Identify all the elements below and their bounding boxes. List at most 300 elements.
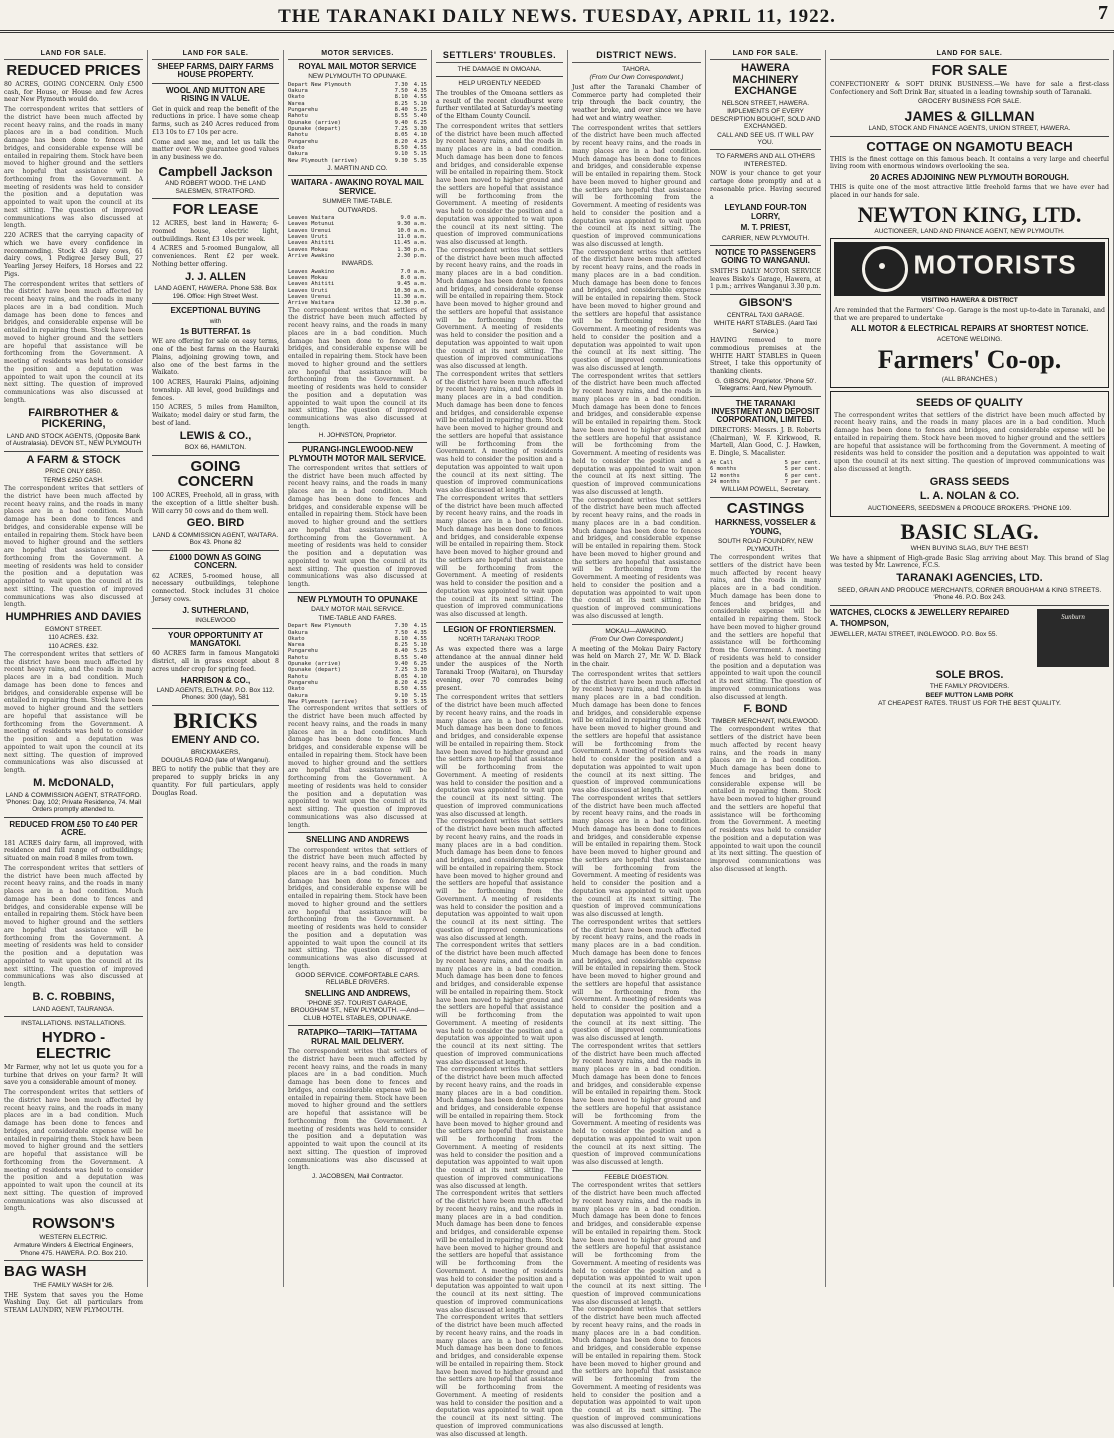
- ad-heading: SHEEP FARMS, DAIRY FARMS HOUSE PROPERTY.: [157, 62, 274, 80]
- timetable: [288, 215, 427, 259]
- timetable-cell: 8.05: [394, 673, 408, 680]
- ad-text: 80 ACRES, GOING CONCERN. Only £500 cash, for House, or House and few Acres near New Plymouth would do.: [4, 80, 143, 104]
- article-text: The correspondent writes that settlers of the district have been much affected by recent heavy rains, and the roads in many places are in a bad condition. Much damage has been done to fences and bridges, and considerable expense will be entailed in repairing them. Stock have been moved to higher ground and the settlers are hopeful that assistance will be forthcoming from the Government. A meeting of residents was held to consider the position and a deputation was appointed to wait upon the council at its next sitting. The question of improved communications was also discussed at length.: [288, 705, 427, 829]
- agent-name: HAWERA MACHINERY EXCHANGE: [732, 62, 799, 98]
- timetable-cell: 2.30 p.m.: [397, 252, 427, 259]
- timetable-cell: Leaves Uruti: [288, 287, 328, 294]
- ad-heading: ALL MOTOR & ELECTRICAL REPAIRS AT SHORTEST NOTICE.: [850, 324, 1089, 334]
- agent-name: Campbell Jackson: [158, 163, 273, 179]
- agent-name: SOLE BROS.: [935, 668, 1004, 681]
- article-text: The correspondent writes that settlers of the district have been much affected by recent heavy rains, and the roads in many places are in a bad condition. Much damage has been done to fences and bridges, and considerable expense will be entailed in repairing them. Stock have been moved to higher ground and the settlers are hopeful that assistance will be forthcoming from the Government. A meeting of residents was held to consider the position and a deputation was appointed to wait upon the council at its next sitting. The question of improved communications was also discussed at length.: [572, 372, 701, 496]
- terms-text: TERMS £250 CASH.: [43, 476, 104, 484]
- rates-table: [710, 460, 821, 485]
- ad-heading: 1s BUTTERFAT. 1s: [180, 326, 251, 336]
- article-text: The correspondent writes that settlers of the district have been much affected by recent heavy rains, and the roads in many places are in a bad condition. Much damage has been done to fences and bridges, and considerable expense will be entailed in repairing them. Stock have been moved to higher ground and the settlers are hopeful that assistance will be forthcoming from the Government. A meeting of residents was held to consider the position and a deputation was appointed to wait upon the council at its next sitting. The question of improved communications was also discussed at length.: [436, 246, 563, 371]
- timetable-cell: 6 per cent.: [784, 472, 821, 479]
- timetable-cell: 5.25: [413, 648, 427, 655]
- timetable-cell: Oakura: [288, 151, 308, 158]
- service-heading: WAITARA - AWAKINO ROYAL MAIL SERVICE.: [291, 178, 424, 196]
- timetable-cell: Oakura: [288, 88, 308, 95]
- timetable-cell: Pungarehu: [288, 680, 318, 687]
- ad-subheading: WHEN BUYING SLAG, BUY THE BEST!: [910, 545, 1029, 553]
- column-6: [706, 50, 826, 1287]
- agent-name: FAIRBROTHER & PICKERING,: [28, 406, 119, 431]
- agent-name: LEWIS & CO.,: [179, 429, 252, 442]
- agent-name: F. BOND: [743, 703, 788, 716]
- article-text: The correspondent writes that settlers of the district have been much affected by recent heavy rains, and the roads in many places are in a bad condition. Much damage has been done to fences and bridges, and considerable expense will be entailed in repairing them. Stock have been moved to higher ground and the settlers are hopeful that assistance will be forthcoming from the Government. A meeting of residents was held to consider the position and a deputation was appointed to wait upon the council at its next sitting. The question of improved communications was also discussed at length.: [436, 370, 563, 495]
- article-text: The correspondent writes that settlers of the district have been much affected by recent heavy rains, and the roads in many places are in a bad condition. Much damage has been done to fences and bridges, and considerable expense will be entailed in repairing them. Stock have been moved to higher ground and the settlers are hopeful that assistance will be forthcoming from the Government. A meeting of residents was held to consider the position and a deputation was appointed to wait upon the council at its next sitting. The question of improved communications was also discussed at length.: [4, 1089, 143, 1213]
- timetable-cell: Opunake (depart): [288, 126, 341, 133]
- column-4: [432, 50, 568, 1438]
- article-text: The correspondent writes that settlers of the district have been much affected by recent heavy rains, and the roads in many places are in a bad condition. Much damage has been done to fences and bridges, and considerable expense will be entailed in repairing them. Stock have been moved to higher ground and the settlers are hopeful that assistance will be forthcoming from the Government. A meeting of residents was held to consider the position and a deputation was appointed to wait upon the council at its next sitting. The question of improved communications was also discussed at length.: [4, 650, 143, 775]
- timetable-cell: 4.55: [413, 686, 427, 693]
- article-heading: LEGION OF FRONTIERSMEN.: [443, 624, 556, 634]
- newspaper-title: THE TARANAKI DAILY NEWS. TUESDAY, APRIL 11, 1922.: [278, 6, 836, 27]
- agent-name: JAMES & GILLMAN: [904, 107, 1035, 124]
- ad-text: BEG to notify the public that they are prepared to supply bricks in any quantity. For full particulars, apply Douglas Road.: [152, 766, 279, 797]
- timetable-cell: 8.05: [394, 132, 408, 139]
- article-text: The correspondent writes that settlers of the district have been much affected by recent heavy rains, and the roads in many places are in a bad condition. Much damage has been done to fences and bridges, and considerable expense will be entailed in repairing them. Stock have been moved to higher ground and the settlers are hopeful that assistance will be forthcoming from the Government. A meeting of residents was held to consider the position and a deputation was appointed to wait upon the council at its next sitting. The question of improved communications was also discussed at length.: [572, 794, 701, 919]
- article-lead: As was expected there was a large attendance at the annual dinner held under the auspices of the North Taranaki Troop (Waitara), on Thursday evening, over 70 comrades being present.: [436, 645, 563, 692]
- article-subheading: TAHORA.: [622, 66, 651, 73]
- timetable-cell: 7.0 a.m.: [400, 268, 427, 275]
- timetable-cell: Depart New Plymouth: [288, 623, 351, 630]
- timetable-cell: Leaves Awakino: [288, 268, 335, 275]
- timetable-cell: 8.50: [394, 144, 408, 151]
- article-text: The correspondent writes that settlers of the district have been much affected by recent heavy rains, and the roads in many places are in a bad condition. Much damage has been done to fences and bridges, and considerable expense will be entailed in repairing them. Stock have been moved to higher ground and the settlers are hopeful that assistance will be forthcoming from the Government. A meeting of residents was held to consider the position and a deputation was appointed to wait upon the council at its next sitting. The question of improved communications was also discussed at length.: [4, 485, 143, 609]
- timetable-cell: 11.45 a.m.: [393, 240, 427, 247]
- ad-heading: THE TARANAKI INVESTMENT AND DEPOSIT CORPORATION, LIMITED.: [711, 398, 820, 425]
- article-text: The correspondent writes that settlers of the district have been much affected by recent heavy rains, and the roads in many places are in a bad condition. Much damage has been done to fences and bridges, and considerable expense will be entailed in repairing them. Stock have been moved to higher ground and the settlers are hopeful that assistance will be forthcoming from the Government. A meeting of residents was held to consider the position and a deputation was appointed to wait upon the council at its next sitting. The question of improved communications was also discussed at length.: [288, 846, 427, 970]
- timetable-cell: 8.50: [394, 686, 408, 693]
- timetable-cell: 4.25: [413, 138, 427, 145]
- masthead: [0, 0, 1114, 30]
- ad-text: THIS is the finest cottage on this famous beach. It contains a very large and cheerful living room with enormous windows overlooking the sea.: [830, 155, 1109, 171]
- timetable-cell: Arrive Awakino: [288, 252, 335, 259]
- timetable-cell: 6 months: [710, 466, 737, 473]
- article-text: The correspondent writes that settlers of the district have been much affected by recent heavy rains, and the roads in many places are in a bad condition. Much damage has been done to fences and bridges, and considerable expense will be entailed in repairing them. Stock have been moved to higher ground and the settlers are hopeful that assistance will be forthcoming from the Government. A meeting of residents was held to consider the position and a deputation was appointed to wait upon the council at its next sitting. The question of improved communications was also discussed at length.: [572, 918, 701, 1043]
- article-lead: Just after the Taranaki Chamber of Commerce party had completed their trip through the back country, the weather broke, and over since we have had wet and wintry weather.: [572, 83, 701, 122]
- timetable: [288, 82, 427, 164]
- agent-name: HARKNESS, VOSSELER & YOUNG,: [715, 518, 816, 536]
- timetable-cell: 4.35: [413, 88, 427, 95]
- article-text: The correspondent writes that settlers of the district have been much affected by recent heavy rains, and the roads in many places are in a bad condition. Much damage has been done to fences and bridges, and considerable expense will be entailed in repairing them. Stock have been moved to higher ground and the settlers are hopeful that assistance will be forthcoming from the Government. A meeting of residents was held to consider the position and a deputation was appointed to wait upon the council at its next sitting. The question of improved communications was also discussed at length.: [572, 124, 701, 248]
- agent-subtitle: (ALL BRANCHES.): [941, 375, 998, 383]
- service-heading: PURANGI-INGLEWOOD-NEW PLYMOUTH MOTOR MAIL SERVICE.: [288, 445, 427, 463]
- proprietor: J. JACOBSEN, Mail Contractor.: [311, 1173, 404, 1181]
- timetable-cell: 8.25: [394, 642, 408, 649]
- ad-text: 181 ACRES dairy farm, all improved, with residence and full range of outbuildings; situated on main road 8 miles from town.: [4, 839, 143, 863]
- ad-text: THE System that saves you the Home Washing Day. Get all particulars from STEAM LAUNDRY, NEW PLYMOUTH.: [4, 1291, 143, 1315]
- agent-address: SEED, GRAIN AND PRODUCE MERCHANTS, CORNER BROUGHAM & KING STREETS. 'Phone 46. P.O. Box 243.: [837, 586, 1102, 602]
- article-text: The correspondent writes that settlers of the district have been much affected by recent heavy rains, and the roads in many places are in a bad condition. Much damage has been done to fences and bridges, and considerable expense will be entailed in repairing them. Stock have been moved to higher ground and the settlers are hopeful that assistance will be forthcoming from the Government. A meeting of residents was held to consider the position and a deputation was appointed to wait upon the council at its next sitting. The question of improved communications was also discussed at length.: [572, 496, 701, 620]
- ad-text: 100 ACRES, Freehold, all in grass, with the exception of a little shelter bush. Will carry 50 cows and do them well.: [152, 492, 279, 515]
- timetable-cell: 4.15: [413, 623, 427, 630]
- timetable-cell: Depart New Plymouth: [288, 81, 351, 88]
- ad-subheading: VISITING HAWERA & DISTRICT: [921, 297, 1018, 305]
- article-text: The correspondent writes that settlers of the district have been much affected by recent heavy rains, and the roads in many places are in a bad condition. Much damage has been done to fences and bridges, and considerable expense will be entailed in repairing them. Stock have been moved to higher ground and the settlers are hopeful that assistance will be forthcoming from the Government. A meeting of residents was held to consider the position and a deputation was appointed to wait upon the council at its next sitting. The question of improved communications was also discussed at length.: [4, 280, 143, 404]
- proprietor: H. JOHNSTON, Proprietor.: [318, 431, 397, 439]
- agent-address: LAND & COMMISSION AGENT, STRATFORD. 'Phones: Day, 102; Private Residence, 74. Mail Orders promptly attended to.: [5, 791, 142, 814]
- ad-text: WE are offering for sale on easy terms, one of the best farms on the Hauraki Plains, adjoining growing town, and also one of the best farms in the Waikato.: [152, 338, 279, 377]
- agent-name: HARRISON & CO.,: [180, 675, 251, 685]
- byline: (From Our Own Correspondent.): [589, 636, 684, 644]
- timetable-cell: Rahotu: [288, 654, 308, 661]
- timetable-cell: 12.30 p.m.: [393, 300, 427, 307]
- timetable-cell: 5 per cent.: [784, 466, 821, 473]
- timetable-cell: Pungarehu: [288, 138, 318, 145]
- agent-signature: WILLIAM POWELL, Secretary.: [721, 486, 810, 494]
- article-text: The correspondent writes that settlers of the district have been much affected by recent heavy rains, and the roads in many places are in a bad condition. Much damage has been done to fences and bridges, and considerable expense will be entailed in repairing them. Stock have been moved to higher ground and the settlers are hopeful that assistance will be forthcoming from the Government. A meeting of residents was held to consider the position and a deputation was appointed to wait upon the council at its next sitting. The question of improved communications was also discussed at length.: [572, 1306, 701, 1430]
- timetable-cell: New Plymouth (arrive): [288, 157, 358, 164]
- timetable-cell: Pungarehu: [288, 648, 318, 655]
- timetable-cell: 11.30 a.m.: [393, 294, 427, 301]
- timetable-cell: 9.30: [394, 698, 408, 705]
- ad-heading: YOUR OPPORTUNITY AT MANGATOKI.: [168, 630, 263, 648]
- byline: (From Our Own Correspondent.): [589, 74, 684, 82]
- ad-heading: TO FARMERS AND ALL OTHERS INTERESTED.: [716, 153, 815, 168]
- ad-subheading: with: [209, 317, 222, 325]
- ad-text: Mr Farmer, why not let us quote you for a turbine that drives on your farm? It will save you a considerable amount of money.: [4, 1063, 143, 1087]
- column-7: [826, 50, 1114, 1287]
- timetable-cell: 5.10: [413, 642, 427, 649]
- ad-text: SMITH'S DAILY MOTOR SERVICE leaves Bisko's Garage, Hawera, at 1 p.m.; arrives Wanganui 3.30 p.m.: [710, 267, 821, 291]
- timetable-cell: 7.25: [394, 126, 408, 133]
- timetable-cell: New Plymouth (arrive): [288, 698, 358, 705]
- timetable-cell: 5.40: [413, 654, 427, 661]
- ad-text: 60 ACRES farm in famous Mangatoki district, all in grass except about 8 acres under crop for spring feed.: [152, 650, 279, 673]
- motorists-ad: [830, 238, 1109, 388]
- ad-subheading: GOOD SERVICE. COMFORTABLE CARS. RELIABLE DRIVERS.: [295, 971, 420, 987]
- agent-name: J. J. ALLEN: [185, 270, 246, 283]
- timetable-cell: Rahotu: [288, 132, 308, 139]
- timetable-cell: 4.55: [413, 94, 427, 101]
- agent-name: J. SUTHERLAND,: [182, 605, 249, 615]
- timetable-row: [288, 158, 427, 164]
- agent-address: LAND AGENTS, ELTHAM. P.O. Box 112. Phones: 300 (day), 581: [156, 686, 275, 702]
- agent-subtitle: BRICKMAKERS,: [190, 748, 241, 756]
- agent-address: EGMONT STREET.: [45, 625, 102, 633]
- agent-address: Armature Winders & Electrical Engineers, 'Phone 475. HAWERA. P.O. Box 210.: [13, 1242, 134, 1257]
- timetable-row: [710, 479, 821, 485]
- agent-name: M. T. PRIEST,: [740, 223, 791, 233]
- column-header: SETTLERS' TROUBLES.: [436, 50, 563, 63]
- column-1: [0, 50, 148, 1315]
- agent-address: LAND AGENT, TAURANGA.: [32, 1005, 115, 1013]
- ad-subheading: INSTALLATIONS. INSTALLATIONS.: [21, 1019, 126, 1027]
- column-2: [148, 50, 284, 1287]
- timetable-cell: Leaves Urenui: [288, 294, 332, 301]
- agent-address: LAND & COMMISSION AGENT, WAITARA. Box 43. Phone 82: [152, 531, 279, 547]
- timetable-cell: 1.30 p.m.: [397, 246, 427, 253]
- ad-text: 12 ACRES, best land in Hawera; 6-roomed house, electric light, outbuildings. Rent £3 10s per week.: [152, 220, 279, 243]
- service-subheading: TIME-TABLE AND FARES.: [318, 614, 397, 622]
- article-text: The correspondent writes that settlers of the district have been much affected by recent heavy rains, and the roads in many places are in a bad condition. Much damage has been done to fences and bridges, and considerable expense will be entailed in repairing them. Stock have been moved to higher ground and the settlers are hopeful that assistance will be forthcoming from the Government. A meeting of residents was held to consider the position and a deputation was appointed to wait upon the council at its next sitting. The question of improved communications was also discussed at length.: [710, 726, 821, 873]
- timetable-cell: 3.30: [413, 126, 427, 133]
- ad-text: Come and see me, and let us talk the matter over. We guarantee good values in any business we do.: [152, 138, 279, 162]
- timetable-cell: Leaves Urenui: [288, 227, 332, 234]
- agent-name: NEWTON KING, LTD.: [857, 201, 1082, 227]
- service-heading: NEW PLYMOUTH TO OPUNAKE: [297, 594, 418, 604]
- timetable-cell: 8.40: [394, 648, 408, 655]
- article-text: The correspondent writes that settlers of the district have been much affected by recent heavy rains, and the roads in many places are in a bad condition. Much damage has been done to fences and bridges, and considerable expense will be entailed in repairing them. Stock have been moved to higher ground and the settlers are hopeful that assistance will be forthcoming from the Government. A meeting of residents was held to consider the position and a deputation was appointed to wait upon the council at its next sitting. The question of improved communications was also discussed at length.: [288, 464, 427, 589]
- ad-text: Get in quick and reap the benefit of the reductions in price. I have some cheap farms, such as 240 Acres reduced from £13 10s to £7 10s per acre.: [152, 105, 279, 136]
- ad-text: THIS is quite one of the most attractive little freehold farms that we have ever had placed in our hands for sale.: [830, 184, 1109, 200]
- agent-address: LAND AND STOCK AGENTS, (Opposite Bank of Australasia). DEVON ST., NEW PLYMOUTH: [5, 432, 142, 448]
- article-subheading: HELP URGENTLY NEEDED: [458, 80, 541, 88]
- article-text: The correspondent writes that settlers of the district have been much affected by recent heavy rains, and the roads in many places are in a bad condition. Much damage has been done to fences and bridges, and considerable expense will be entailed in repairing them. Stock have been moved to higher ground and the settlers are hopeful that assistance will be forthcoming from the Government. A meeting of residents was held to consider the position and a deputation was appointed to wait upon the council at its next sitting. The question of improved communications was also discussed at length.: [572, 1182, 701, 1306]
- column-header: LAND FOR SALE.: [830, 50, 1109, 60]
- article-subheading: NORTH TARANAKI TROOP.: [458, 636, 541, 644]
- timetable-cell: Leaves Ahititi: [288, 240, 335, 247]
- ad-heading: 20 ACRES ADJOINING NEW PLYMOUTH BOROUGH.: [870, 173, 1069, 183]
- ad-heading: BAG WASH: [4, 1263, 87, 1281]
- timetable-cell: 5.15: [413, 692, 427, 699]
- article-text: The correspondent writes that settlers of the district have been much affected by recent heavy rains, and the roads in many places are in a bad condition. Much damage has been done to fences and bridges, and considerable expense will be entailed in repairing them. Stock have been moved to higher ground and the settlers are hopeful that assistance will be forthcoming from the Government. A meeting of residents was held to consider the position and a deputation was appointed to wait upon the council at its next sitting. The question of improved communications was also discussed at length.: [572, 1042, 701, 1167]
- agent-address: SOUTH ROAD FOUNDRY, NEW PLYMOUTH.: [717, 538, 814, 553]
- agent-subtitle: CENTRAL TAXI GARAGE.: [726, 311, 805, 319]
- timetable-cell: Oakura: [288, 692, 308, 699]
- article-text: The correspondent writes that settlers of the district have been much affected by recent heavy rains, and the roads in many places are in a bad condition. Much damage has been done to fences and bridges, and considerable expense will be entailed in repairing them. Stock have been moved to higher ground and the settlers are hopeful that assistance will be forthcoming from the Government. A meeting of residents was held to consider the position and a deputation was appointed to wait upon the council at its next sitting. The question of improved communications was also discussed at length.: [436, 1066, 563, 1190]
- service-route: NEW PLYMOUTH TO OPUNAKE.: [308, 73, 407, 81]
- seeds-ad: [830, 391, 1109, 517]
- ad-subheading: ACETONE WELDING.: [936, 335, 1003, 343]
- timetable-cell: 24 months: [710, 478, 740, 485]
- ad-text: DIRECTORS: Messrs. J. B. Roberts (Chairman), W. F. Kirkwood, R. Martell, Alan Good, C. J. Hawken, E. Dingle, S. Macalister.: [710, 426, 821, 458]
- timetable-cell: 9.0 a.m.: [400, 215, 427, 222]
- timetable-cell: Leaves Waitara: [288, 215, 335, 222]
- service-subheading: DAILY MOTOR MAIL SERVICE.: [311, 606, 404, 614]
- timetable-cell: Leaves Mokau: [288, 246, 328, 253]
- timetable-cell: 7 per cent.: [784, 478, 821, 485]
- products-line: BEEF MUTTON LAMB PORK: [925, 691, 1014, 699]
- agent-address: DOUGLAS ROAD (late of Wanganui).: [161, 756, 270, 764]
- agent-name: GEO. BIRD: [186, 517, 245, 530]
- article-subheading: MOKAU—AWAKINO.: [605, 627, 668, 635]
- article-text: The correspondent writes that settlers of the district have been much affected by recent heavy rains, and the roads in many places are in a bad condition. Much damage has been done to fences and bridges, and considerable expense will be entailed in repairing them. Stock have been moved to higher ground and the settlers are hopeful that assistance will be forthcoming from the Government. A meeting of residents was held to consider the position and a deputation was appointed to wait upon the council at its next sitting. The question of improved communications was also discussed at length.: [4, 864, 143, 989]
- timetable-cell: 7.30: [394, 81, 408, 88]
- timetable-cell: Opunake (depart): [288, 667, 341, 674]
- column-header: DISTRICT NEWS.: [572, 50, 701, 63]
- timetable-cell: 9.30 a.m.: [397, 221, 427, 228]
- timetable-cell: Leaves Uruti: [288, 234, 328, 241]
- column-header: LAND FOR SALE.: [4, 50, 143, 60]
- ad-heading: REDUCED FROM £50 TO £40 PER ACRE.: [9, 819, 138, 838]
- agent-name: TARANAKI AGENCIES, LTD.: [896, 572, 1043, 585]
- timetable-cell: 8.55: [394, 654, 408, 661]
- agent-signature: G. GIBSON, Proprietor. 'Phone 50'. Telegrams: Aard, New Plymouth.: [714, 377, 817, 393]
- ad-heading: £1000 DOWN AS GOING CONCERN.: [169, 552, 262, 571]
- article-text: The correspondent writes that settlers of the district have been much affected by recent heavy rains, and the roads in many places are in a bad condition. Much damage has been done to fences and bridges, and considerable expense will be entailed in repairing them. Stock have been moved to higher ground and the settlers are hopeful that assistance will be forthcoming from the Government. A meeting of residents was held to consider the position and a deputation was appointed to wait upon the council at its next sitting. The question of improved communications was also discussed at length.: [436, 694, 563, 818]
- service-heading: ROYAL MAIL MOTOR SERVICE: [298, 62, 417, 71]
- agent-address: WHITE HART STABLES. (Aard Taxi Service.): [713, 320, 818, 335]
- ad-heading: FOR LEASE: [172, 201, 259, 219]
- timetable-cell: Okato: [288, 686, 305, 693]
- timetable-cell: 5.10: [413, 100, 427, 107]
- timetable-cell: 5.15: [413, 151, 427, 158]
- wheel-icon: [862, 246, 908, 292]
- clock-illustration: [1037, 609, 1109, 667]
- timetable-cell: 8.20: [394, 138, 408, 145]
- ad-text: 150 ACRES, 5 miles from Hamilton, Waikato; model dairy or stud farm, the best of land.: [152, 404, 279, 427]
- agent-name: ROWSON'S: [32, 1215, 115, 1233]
- timetable-cell: 6.25: [413, 661, 427, 668]
- timetable-cell: 9.40: [394, 119, 408, 126]
- timetable-cell: Rahotu: [288, 673, 308, 680]
- article-text: The correspondent writes that settlers of the district have been much affected by recent heavy rains, and the roads in many places are in a bad condition. Much damage has been done to fences and bridges, and considerable expense will be entailed in repairing them. Stock have been moved to higher ground and the settlers are hopeful that assistance will be forthcoming from the Government. A meeting of residents was held to consider the position and a deputation was appointed to wait upon the council at its next sitting. The question of improved communications was also discussed at length.: [572, 670, 701, 795]
- timetable-cell: 4.25: [413, 680, 427, 687]
- timetable-cell: 5.25: [413, 107, 427, 114]
- timetable: [288, 269, 427, 307]
- timetable: [288, 623, 427, 705]
- article-text: The correspondent writes that settlers of the district have been much affected by recent heavy rains, and the roads in many places are in a bad condition. Much damage has been done to fences and bridges, and considerable expense will be entailed in repairing them. Stock have been moved to higher ground and the settlers are hopeful that assistance will be forthcoming from the Government. A meeting of residents was held to consider the position and a deputation was appointed to wait upon the council at its next sitting. The question of improved communications was also discussed at length.: [436, 942, 563, 1066]
- timetable-cell: Opunake (arrive): [288, 661, 341, 668]
- ad-heading: LEYLAND FOUR-TON LORRY,: [724, 203, 807, 221]
- timetable-cell: 4.10: [413, 673, 427, 680]
- ad-text: We have a shipment of High-grade Basic Slag arriving about May. This brand of Slag was tested by Mr. Lawrence, F.C.S.: [830, 554, 1109, 570]
- timetable-cell: 8.0 a.m.: [400, 275, 427, 282]
- timetable-cell: 11.0 a.m.: [397, 234, 427, 241]
- agent-address: NELSON STREET, HAWERA.: [721, 99, 810, 107]
- timetable-cell: Leaves Motunui: [288, 221, 335, 228]
- ad-heading: CASTINGS: [726, 499, 805, 517]
- column-5: [568, 50, 706, 1430]
- timetable-heading: OUTWARDS.: [337, 206, 378, 214]
- article-text: The correspondent writes that settlers of the district have been much affected by recent heavy rains, and the roads in many places are in a bad condition. Much damage has been done to fences and bridges, and considerable expense will be entailed in repairing them. Stock have been moved to higher ground and the settlers are hopeful that assistance will be forthcoming from the Government. A meeting of residents was held to consider the position and a deputation was appointed to wait upon the council at its next sitting. The question of improved communications was also discussed at length.: [436, 818, 563, 942]
- agent-name: L. A. NOLAN & CO.: [919, 490, 1020, 503]
- ad-text: 220 ACRES that the carrying capacity of which we have every confidence in recommending. Stock 43 dairy cows, 61 dairy cows, 1 Pedigree Jersey Bull, 27 Yearling Jersey Heifers, 18 Horses and 22 Pigs.: [4, 232, 143, 278]
- ad-text: CALL AND SEE US. IT WILL PAY YOU.: [717, 131, 814, 146]
- ad-heading: A FARM & STOCK: [26, 453, 121, 466]
- agent-address: 'PHONE 357. TOURIST GARAGE, BROUGHAM ST., NEW PLYMOUTH. —And— CLUB HOTEL STABLES, OPUNAKE.: [290, 1000, 425, 1022]
- article-text: The correspondent writes that settlers of the district have been much affected by recent heavy rains, and the roads in many places are in a bad condition. Much damage has been done to fences and bridges, and considerable expense will be entailed in repairing them. Stock have been moved to higher ground and the settlers are hopeful that assistance will be forthcoming from the Government. A meeting of residents was held to consider the position and a deputation was appointed to wait upon the council at its next sitting. The question of improved communications was also discussed at length.: [436, 1314, 563, 1438]
- service-heading: RATAPIKO—TARIKI—TATTAMA RURAL MAIL DELIVERY.: [297, 1028, 418, 1046]
- ad-text: Are reminded that the Farmers' Co-op. Garage is the most up-to-date in Taranaki, and that we are prepared to undertake: [834, 306, 1105, 322]
- ad-heading: FOR SALE: [931, 62, 1008, 79]
- article-text: The correspondent writes that settlers of the district have been much affected by recent heavy rains, and the roads in many places are in a bad condition. Much damage has been done to fences and bridges, and considerable expense will be entailed in repairing them. Stock have been moved to higher ground and the settlers are hopeful that assistance will be forthcoming from the Government. A meeting of residents was held to consider the position and a deputation was appointed to wait upon the council at its next sitting. The question of improved communications was also discussed at length.: [436, 494, 563, 619]
- article-text: The correspondent writes that settlers of the district have been much affected by recent heavy rains, and the roads in many places are in a bad condition. Much damage has been done to fences and bridges, and considerable expense will be entailed in repairing them. Stock have been moved to higher ground and the settlers are hopeful that assistance will be forthcoming from the Government. A meeting of residents was held to consider the position and a deputation was appointed to wait upon the council at its next sitting. The question of improved communications was also discussed at length.: [288, 306, 427, 430]
- motorists-banner: [834, 242, 1105, 296]
- agent-address: JEWELLER, MATAI STREET, INGLEWOOD. P.O. Box 55.: [830, 630, 998, 638]
- ad-subheading: THE FAMILY WASH for 2/6.: [33, 1282, 114, 1290]
- ad-heading: EXCEPTIONAL BUYING: [170, 306, 261, 316]
- ad-text: NOW is your chance to get your cartage done promptly and at a reasonable price. Having secured a: [710, 170, 821, 201]
- ad-heading: REDUCED PRICES: [6, 62, 141, 79]
- timetable-cell: 5.40: [413, 113, 427, 120]
- column-header: LAND FOR SALE.: [710, 50, 821, 60]
- timetable-cell: Warea: [288, 100, 305, 107]
- agent-name: M. McDONALD,: [33, 776, 114, 789]
- agent-name: Farmers' Co-op.: [877, 345, 1062, 375]
- timetable-cell: 9.10: [394, 151, 408, 158]
- article-lead: A meeting of the Mokau Dairy Factory was held on March 27, Mr. W. D. Black in the chair.: [572, 645, 701, 669]
- ad-heading: BASIC SLAG.: [900, 519, 1039, 545]
- timetable-cell: Rahotu: [288, 113, 308, 120]
- listing-line: 110 ACRES. £32.: [48, 642, 99, 650]
- timetable-cell: 8.40: [394, 107, 408, 114]
- article-text: The correspondent writes that settlers of the district have been much affected by recent heavy rains, and the roads in many places are in a bad condition. Much damage has been done to fences and bridges, and considerable expense will be entailed in repairing them. Stock have been moved to higher ground and the settlers are hopeful that assistance will be forthcoming from the Government. A meeting of residents was held to consider the position and a deputation was appointed to wait upon the council at its next sitting. The question of improved communications was also discussed at length.: [436, 1190, 563, 1314]
- timetable-cell: 4.35: [413, 629, 427, 636]
- agent-address: TIMBER MERCHANT, INGLEWOOD.: [711, 717, 820, 725]
- column-header: MOTOR SERVICES.: [288, 50, 427, 60]
- listing-line: 110 ACRES. £32.: [48, 634, 99, 642]
- timetable-cell: 6.25: [413, 119, 427, 126]
- page-number: 7: [1098, 2, 1108, 24]
- timetable-cell: 7.50: [394, 88, 408, 95]
- ad-text: 4 ACRES and 5-roomed Bungalow, all conveniences. Rent £2 per week. Nothing better offering.: [152, 245, 279, 268]
- ad-heading: GRASS SEEDS: [929, 475, 1010, 488]
- timetable-cell: 4.10: [413, 132, 427, 139]
- ad-heading: WATCHES, CLOCKS & JEWELLERY REPAIRED: [830, 607, 1010, 617]
- article-text: The correspondent writes that settlers of the district have been much affected by recent heavy rains, and the roads in many places are in a bad condition. Much damage has been done to fences and bridges, and considerable expense will be entailed in repairing them. Stock have been moved to higher ground and the settlers are hopeful that assistance will be forthcoming from the Government. A meeting of residents was held to consider the position and a deputation was appointed to wait upon the council at its next sitting. The question of improved communications was also discussed at length.: [4, 106, 143, 230]
- agent-name: SNELLING AND ANDREWS,: [304, 988, 411, 998]
- ad-heading: HYDRO - ELECTRIC: [36, 1029, 111, 1063]
- ad-heading: WOOL AND MUTTON ARE RISING IN VALUE.: [165, 85, 266, 104]
- article-subheading: THE DAMAGE IN OMOANA.: [457, 66, 542, 73]
- timetable-cell: 8.25: [394, 100, 408, 107]
- agent-address: INGLEWOOD: [195, 617, 236, 625]
- timetable-cell: Opunake (arrive): [288, 119, 341, 126]
- timetable-cell: 9.10: [394, 692, 408, 699]
- timetable-cell: Okato: [288, 94, 305, 101]
- timetable-cell: 5.35: [413, 157, 427, 164]
- agent-address: AUCTIONEERS, SEEDSMEN & PRODUCE BROKERS. 'PHONE 109.: [867, 504, 1072, 512]
- article-lead: The troubles of the Omoana settlers as a result of the recent cloudburst were further ventilated at Saturday's meeting of the Eltham County Council.: [436, 89, 563, 121]
- timetable-cell: Pungarehu: [288, 107, 318, 114]
- agent-address: BOX 66, HAMILTON.: [184, 444, 247, 452]
- article-text: The correspondent writes that settlers of the district have been much affected by recent heavy rains, and the roads in many places are in a bad condition. Much damage has been done to fences and bridges, and considerable expense will be entailed in repairing them. Stock have been moved to higher ground and the settlers are hopeful that assistance will be forthcoming from the Government. A meeting of residents was held to consider the position and a deputation was appointed to wait upon the council at its next sitting. The question of improved communications was also discussed at length.: [288, 1048, 427, 1172]
- agent-name: EMENY AND CO.: [171, 733, 260, 746]
- motorists-heading: MOTORISTS: [913, 249, 1077, 280]
- proprietor: J. MARTIN AND CO.: [327, 164, 388, 172]
- timetable-cell: Leaves Mokau: [288, 275, 328, 282]
- timetable-cell: At Call: [710, 459, 734, 466]
- service-heading: SNELLING AND ANDREWS: [306, 835, 409, 845]
- ad-text: HAVING removed to more commodious premises at the WHITE HART STABLES in Queen Street, I take this opportunity of thanking clients.: [710, 337, 821, 376]
- service-subheading: SUMMER TIME-TABLE.: [322, 198, 393, 206]
- timetable-cell: Okato: [288, 144, 305, 151]
- timetable-cell: Okato: [288, 635, 305, 642]
- ad-heading: COTTAGE ON NGAMOTU BEACH: [866, 138, 1073, 154]
- ad-heading: BRICKS: [173, 707, 258, 733]
- agent-name: B. C. ROBBINS,: [32, 990, 115, 1003]
- timetable-cell: 5.35: [413, 698, 427, 705]
- timetable-cell: 7.25: [394, 667, 408, 674]
- timetable-cell: 3.30: [413, 667, 427, 674]
- timetable-cell: 8.55: [394, 113, 408, 120]
- agent-address: CARRIER, NEW PLYMOUTH.: [721, 234, 810, 242]
- timetable-cell: Arrive Waitara: [288, 300, 335, 307]
- article-text: The correspondent writes that settlers of the district have been much affected by recent heavy rains, and the roads in many places are in a bad condition. Much damage has been done to fences and bridges, and considerable expense will be entailed in repairing them. Stock have been moved to higher ground and the settlers are hopeful that assistance will be forthcoming from the Government. A meeting of residents was held to consider the position and a deputation was appointed to wait upon the council at its next sitting. The question of improved communications was also discussed at length.: [572, 248, 701, 372]
- agent-address: LAND AGENT, HAWERA. Phone 538. Box 196. Office: High Street West.: [154, 285, 277, 300]
- timetable-cell: 9.40: [394, 661, 408, 668]
- timetable-cell: 7.30: [394, 623, 408, 630]
- timetable-cell: 9.30: [394, 157, 408, 164]
- ad-subheading: GROCERY BUSINESS FOR SALE.: [917, 98, 1022, 106]
- ad-text: 62 ACRES, 5-roomed house, all necessary outbuildings, telephone connected. Stock includes 31 choice Jersey cows.: [152, 572, 279, 603]
- ad-text: 100 ACRES, Hauraki Plains, adjoining township. All level, good buildings and fences.: [152, 379, 279, 402]
- timetable-heading: INWARDS.: [341, 260, 374, 268]
- timetable-cell: 8.10: [394, 635, 408, 642]
- column-header: LAND FOR SALE.: [152, 50, 279, 60]
- agent-subtitle: WESTERN ELECTRIC.: [39, 1233, 108, 1241]
- agent-name: A. THOMPSON,: [830, 619, 889, 629]
- timetable-cell: 4.15: [413, 81, 427, 88]
- price-text: PRICE ONLY £850.: [45, 468, 102, 476]
- ad-subheading: AT CHEAPEST RATES. TRUST US FOR THE BEST QUALITY.: [878, 700, 1061, 708]
- timetable-cell: 12 months: [710, 472, 740, 479]
- timetable-cell: 8.10: [394, 94, 408, 101]
